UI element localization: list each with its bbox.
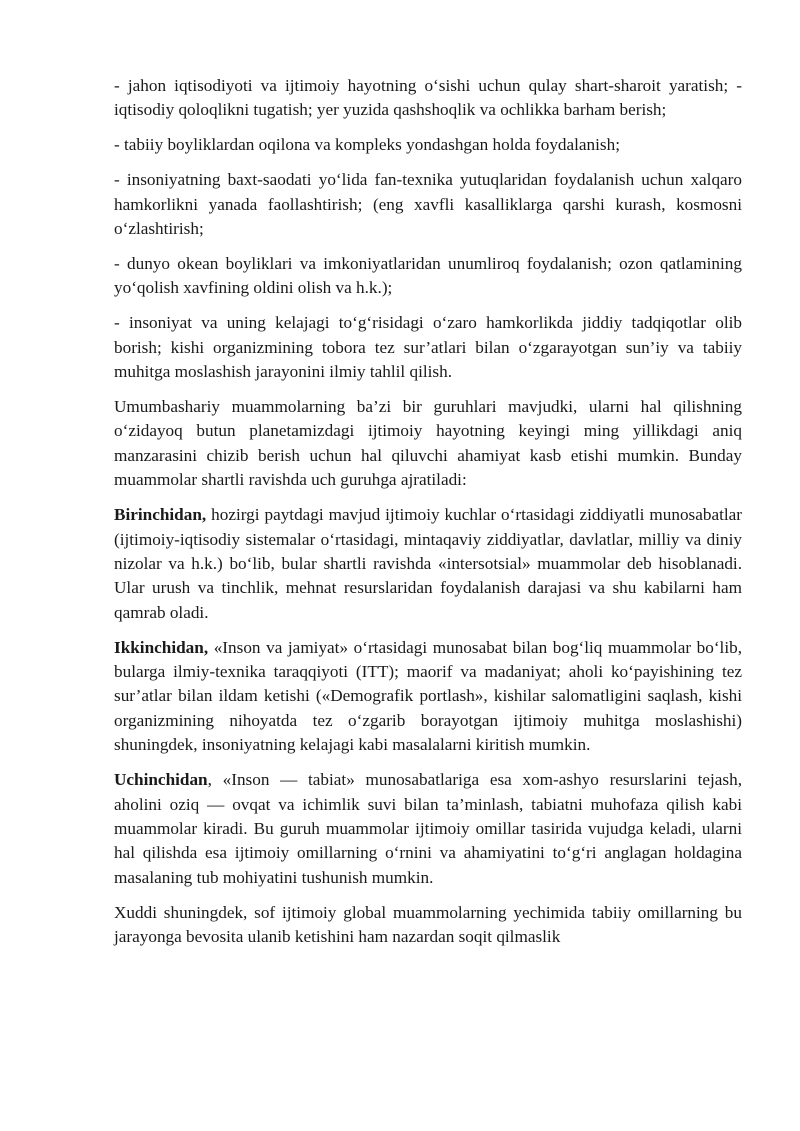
paragraph-goal-research xyxy=(114,311,742,384)
paragraph-lead: Uchinchidan xyxy=(114,770,208,790)
paragraph-first-group xyxy=(114,503,742,625)
paragraph-text: - insoniyatning baxt-saodati yo‘lida fan-texnika yutuqlaridan foydalanish uchun xalqaro hamkorlikni yanada faollashtirish; (eng xavfli kasalliklarga qarshi kurash, kosmosni o‘zlashtirish; xyxy=(114,170,742,239)
document-page xyxy=(114,74,742,950)
paragraph-text: Umumbashariy muammolarning ba’zi bir guruhlari mavjudki, ularni hal qilishning o‘zidayoq butun planetamizdagi ijtimoiy hayotning keyingi ming yillikdagi aniq manzarasini chizib berish uchun hal qiluvchi ahamiyat kasb etishi mumkin. Bunday muammolar shartli ravishda uch guruhga ajratiladi: xyxy=(114,396,742,490)
paragraph-text: , «Inson — tabiat» munosabatlariga esa xom-ashyo resurslarini tejash, aholini oziq — ovqat va ichimlik suvi bilan ta’minlash, tabiatni muhofaza qilish kabi muammolar kiradi. Bu guruh muammolar ijtimoiy omillar tasirida vujudga keladi, ularni hal qilishda esa ijtimoiy omillarning o‘rnini va ahamiyatini to‘g‘ri anglagan holdagina masalaning tub mohiyatini tushunish mumkin. xyxy=(114,770,742,887)
paragraph-intro-groups xyxy=(114,395,742,493)
paragraph-second-group xyxy=(114,636,742,758)
paragraph-text: - jahon iqtisodiyoti va ijtimoiy hayotning o‘sishi uchun qulay shart-sharoit yaratish; - iqtisodiy qoloqlikni tugatish; yer yuzida qashshoqlik va ochlikka barham berish; xyxy=(114,76,742,120)
paragraph-text: - tabiiy boyliklardan oqilona va kompleks yondashgan holda foydalanish; xyxy=(114,135,620,155)
paragraph-text: - insoniyat va uning kelajagi to‘g‘risidagi o‘zaro hamkorlikda jiddiy tadqiqotlar olib borish; kishi organizmining tobora tez sur’atlari bilan o‘zgarayotgan sun’iy va tabiiy muhitga moslashish jarayonini ilmiy tahlil qilish. xyxy=(114,313,742,382)
paragraph-text: Xuddi shuningdek, sof ijtimoiy global muammolarning yechimida tabiiy omillarning bu jarayonga bevosita ulanib ketishini ham nazardan soqit qilmaslik xyxy=(114,902,742,947)
paragraph-text: - dunyo okean boyliklari va imkoniyatlaridan unumliroq foydalanish; ozon qatlamining yo‘qolish xavfining oldini olish va h.k.); xyxy=(114,253,742,298)
paragraph-goal-resources xyxy=(114,133,742,157)
paragraph-text: hozirgi paytdagi mavjud ijtimoiy kuchlar o‘rtasidagi ziddiyatli munosabatlar (ijtimoiy-iqtisodiy sistemalar o‘rtasidagi, mintaqaviy ziddiyatlar, davlatlar, milliy va diniy nizolar va h.k.) bo‘lib, bular shartli ravishda «intersotsial» muammolar deb hisoblanadi. Ular urush va tinchlik, mehnat resurslaridan foydalanish darajasi va shu kabilarni ham qamrab oladi. xyxy=(114,505,742,622)
paragraph-conclusion xyxy=(114,901,742,950)
paragraph-text: «Inson va jamiyat» o‘rtasidagi munosabat bilan bog‘liq muammolar bo‘lib, bularga ilmiy-texnika taraqqiyoti (ITT); maorif va madaniyat; aholi ko‘payishining tez sur’atlar bilan ildam ketishi («Demografik portlash», kishilar salomatligini saqlash, kishi organizmining nihoyatda tez o‘zgarib borayotgan ijtimoiy muhitga moslashishi) shuningdek, insoniyatning kelajagi kabi masalalarni kiritish mumkin. xyxy=(114,637,742,755)
paragraph-goal-economy xyxy=(114,74,742,123)
paragraph-goal-ocean xyxy=(114,252,742,301)
paragraph-lead: Ikkinchidan, xyxy=(114,637,209,657)
paragraph-goal-science xyxy=(114,168,742,241)
paragraph-third-group xyxy=(114,768,742,890)
paragraph-lead: Birinchidan, xyxy=(114,505,207,525)
